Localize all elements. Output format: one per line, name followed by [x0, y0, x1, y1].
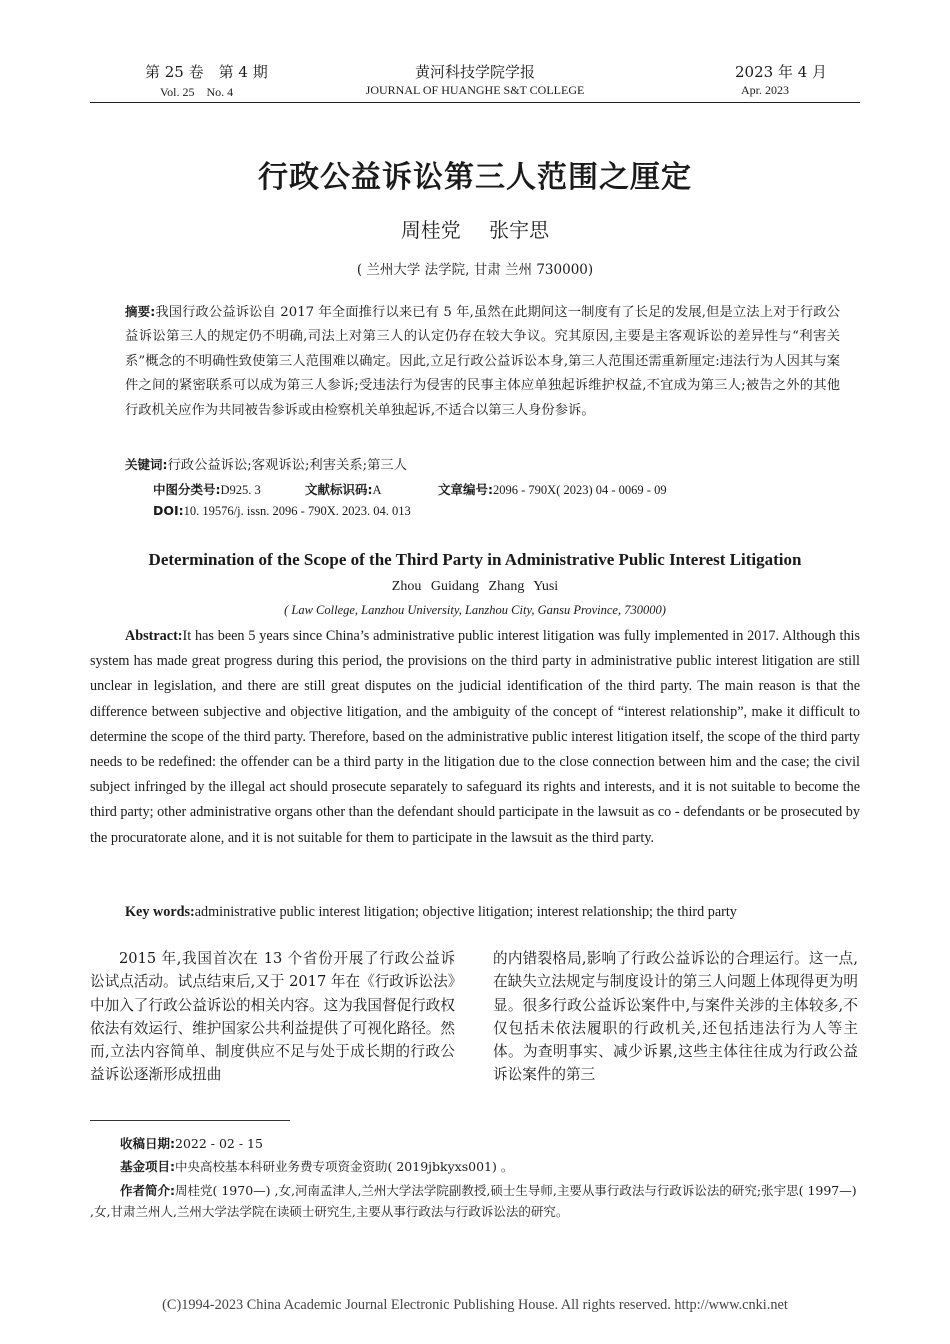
footnote-fund — [120, 1156, 890, 1177]
body-left-column: 2015 年,我国首次在 13 个省份开展了行政公益诉讼试点活动。试点结束后,又于 2017 年在《行政诉讼法》中加入了行政公益诉讼的相关内容。这为我国督促行政权依法有效运行、维护国家公共利益提供了可视化路径。然而,立法内容简单、制度供应不足与处于成长期的行政公益诉讼逐渐形成扭曲 — [90, 950, 455, 1084]
english-authors: Zhou Guidang Zhang Yusi — [391, 579, 559, 594]
article-title: 行政公益诉讼第三人范围之厘定 — [258, 160, 692, 195]
received-label: 收稿日期: — [120, 1136, 175, 1151]
doi — [153, 503, 411, 519]
english-abstract — [90, 624, 860, 851]
article-affiliation: ( 兰州大学 法学院, 甘肃 兰州 730000) — [356, 262, 594, 278]
english-keywords-label: Key words: — [125, 904, 195, 920]
clc-code — [153, 480, 261, 498]
english-abstract-label: Abstract: — [125, 628, 183, 644]
header-journal-en: JOURNAL OF HUANGHE S&T COLLEGE — [365, 83, 585, 97]
doi-label: DOI: — [153, 503, 184, 518]
clc-value: D925. 3 — [220, 483, 261, 497]
keywords-label: 关键词: — [125, 457, 168, 472]
keywords-cn — [125, 453, 840, 478]
abstract-cn — [125, 300, 840, 452]
article-number-label: 文章编号: — [438, 482, 493, 497]
english-affiliation: ( Law College, Lanzhou University, Lanzhou City, Gansu Province, 730000) — [284, 603, 666, 617]
document-code — [305, 480, 382, 498]
author-bio-value: 周桂党( 1970—) ,女,河南孟津人,兰州大学法学院副教授,硕士生导师,主要从事行政法与行政诉讼法的研究;张宇思( 1997—) ,女,甘肃兰州人,兰州大学法学院在读硕士研究生,主要从事行政法与行政诉讼法的研究。 — [90, 1183, 857, 1219]
header-journal-cn: 黄河科技学院学报 — [414, 63, 535, 81]
document-code-label: 文献标识码: — [305, 482, 373, 497]
document-code-value: A — [372, 483, 382, 497]
header-rule — [90, 102, 860, 103]
footnote-author-bio — [90, 1180, 860, 1222]
received-value: 2022 - 02 - 15 — [175, 1136, 263, 1151]
english-abstract-text: It has been 5 years since China’s administrative public interest litigation was fully implemented in 2017. Although this system has made great progress during this period, the provisions on the third party in administrative public interest litigation are still unclear in legislation, and there are still great disputes on the judicial identification of the third party. The main reason is that the difference between subjective and objective litigation, and the ambiguity of the concept of “interest relationship”, make it difficult to determine the scope of the third party. Therefore, based on the administrative public interest litigation itself, the scope of the third party needs to be redefined: the offender can be a third party in the litigation due to the close connection between him and the case; the civil subject infringed by the illegal act should prosecute separately to safeguard its rights and interests, and it is not suitable to become the third party; other administrative organs other than the defendant should participate in the lawsuit as co - defendants or be prosecuted by the procuratorate alone, and it is not suitable for them to participate in the lawsuit as the third party. — [90, 628, 860, 846]
keywords-text: 行政公益诉讼;客观诉讼;利害关系;第三人 — [167, 458, 407, 473]
header-volume-en: Vol. 25 No. 4 — [160, 85, 234, 99]
abstract-text: 我国行政公益诉讼自 2017 年全面推行以来已有 5 年,虽然在此期间这一制度有了长足的发展,但是立法上对于行政公益诉讼第三人的规定仍不明确,司法上对第三人的认定仍存在较大争议。究其原因,主要是主客观诉讼的差异性与“利害关系”概念的不明确性致使第三人范围难以确定。因此,立足行政公益诉讼本身,第三人范围还需重新厘定:违法行为人因其与案件之间的紧密联系可以成为第三人参诉;受违法行为侵害的民事主体应单独起诉维护权益,不宜成为第三人;被告之外的其他行政机关应作为共同被告参诉或由检察机关单独起诉,不适合以第三人身份参诉。 — [125, 305, 840, 418]
author-bio-label: 作者简介: — [120, 1183, 175, 1198]
clc-label: 中图分类号: — [153, 482, 221, 497]
article-authors: 周桂党 张宇思 — [400, 218, 550, 242]
fund-value: 中央高校基本科研业务费专项资金资助( 2019jbkyxs001) 。 — [175, 1159, 514, 1174]
english-title: Determination of the Scope of the Third Party in Administrative Public Interest Litigation — [148, 550, 802, 569]
footnote-rule — [90, 1120, 290, 1121]
header-volume-cn: 第 25 卷 第 4 期 — [145, 63, 268, 81]
article-number-value: 2096 - 790X( 2023) 04 - 0069 - 09 — [493, 483, 667, 497]
footnote-received — [120, 1133, 890, 1154]
cnki-watermark: (C)1994-2023 China Academic Journal Electronic Publishing House. All rights reserved. http://www.cnki.net — [162, 1297, 788, 1313]
fund-label: 基金项目: — [120, 1159, 175, 1174]
english-keywords — [125, 900, 860, 925]
abstract-label: 摘要: — [125, 304, 156, 319]
body-right-column: 的内错裂格局,影响了行政公益诉讼的合理运行。这一点,在缺失立法规定与制度设计的第三人问题上体现得更为明显。很多行政公益诉讼案件中,与案件关涉的主体较多,不仅包括未依法履职的行政机关,还包括违法行为人等主体。为查明事实、减少诉累,这些主体往往成为行政公益诉讼案件的第三 — [493, 950, 858, 1084]
header-date-cn: 2023 年 4 月 — [735, 63, 828, 81]
header-date-en: Apr. 2023 — [741, 83, 789, 97]
doi-value: 10. 19576/j. issn. 2096 - 790X. 2023. 04. 013 — [183, 504, 411, 518]
english-keywords-text: administrative public interest litigation; objective litigation; interest relationship; the third party — [194, 904, 737, 920]
article-number — [438, 480, 667, 498]
